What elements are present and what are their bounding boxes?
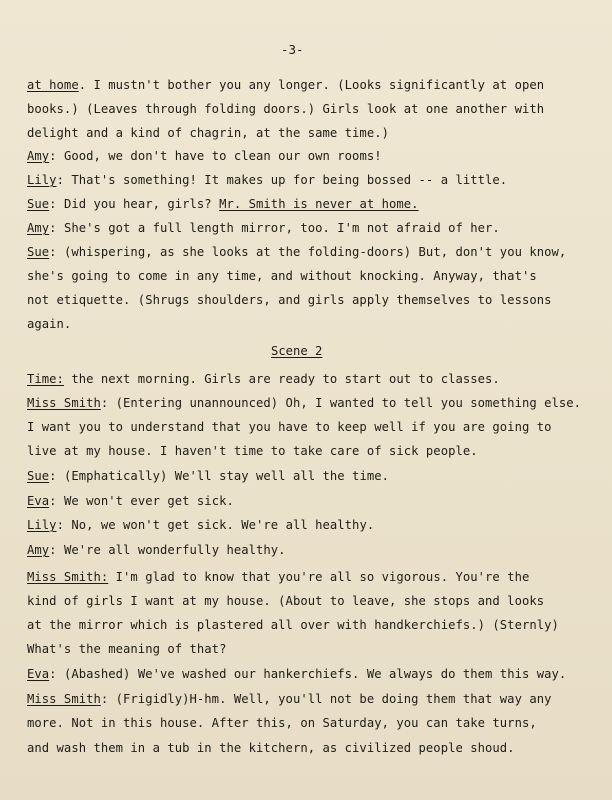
text-line [27,642,226,657]
dialogue-line [27,692,552,707]
line-text: the next morning. Girls are ready to start out to classes. [63,372,500,386]
line-text: not etiquette. (Shrugs shoulders, and girls apply themselves to lessons [27,293,552,307]
line-text: kind of girls I want at my house. (About to leave, she stops and looks [27,594,545,608]
line-text: more. Not in this house. After this, on Saturday, you can take turns, [27,716,537,730]
line-text: again. [27,317,72,331]
dialogue-line [27,667,566,682]
dialogue-line [27,518,374,533]
text-line [27,716,537,731]
speaker-name: Amy [27,149,50,163]
speaker-name: Sue [27,197,50,211]
line-text: : We're all wonderfully healthy. [49,543,286,557]
dialogue-line [27,469,389,484]
text-line [27,293,552,308]
speaker-name: Sue [27,245,50,259]
line-text: . I mustn't bother you any longer. (Looks significantly at open [78,78,545,92]
text-line [27,594,544,609]
line-text: : Did you hear, girls? [49,197,220,211]
speaker-name: Amy [27,221,50,235]
dialogue-line [27,221,500,236]
text-line [27,126,389,141]
line-text: : (Frigidly)H-hm. Well, you'll not be doing them that way any [100,692,552,706]
speaker-name: Amy [27,543,50,557]
speaker-name: Miss Smith: [27,570,109,584]
text-line [27,317,71,332]
speaker-name: Lily [27,173,57,187]
dialogue-line [27,494,234,509]
dialogue-line [27,543,286,558]
line-text: I'm glad to know that you're all so vigorous. You're the [108,570,530,584]
text-line [27,741,515,756]
dialogue-line [27,173,507,188]
text-line [27,102,544,117]
line-text: : She's got a full length mirror, too. I'm not afraid of her. [49,221,500,235]
speaker-name: Sue [27,469,50,483]
line-text: at the mirror which is plastered all over with handkerchiefs.) (Sternly) [27,618,559,632]
line-text: books.) (Leaves through folding doors.) Girls look at one another with [27,102,545,116]
dialogue-line [27,197,419,212]
speaker-name: Eva [27,667,50,681]
dialogue-line [27,245,566,260]
underlined-phrase: Mr. Smith is never at home. [219,197,419,211]
line-text: : (Entering unannounced) Oh, I wanted to tell you something else. [100,396,582,410]
line-text: I want you to understand that you have to keep well if you are going to [27,420,552,434]
text-line [27,269,537,284]
dialogue-line [27,372,500,387]
scene-heading: Scene 2 [271,344,323,358]
line-text: : No, we won't get sick. We're all healthy. [56,518,375,532]
line-text: : Good, we don't have to clean our own rooms! [49,149,382,163]
page-number: -3- [281,42,304,57]
line-text: live at my house. I haven't time to take care of sick people. [27,444,478,458]
line-text: she's going to come in any time, and without knocking. Anyway, that's [27,269,537,283]
line-text: delight and a kind of chagrin, at the same time.) [27,126,389,140]
line-text: : That's something! It makes up for being bossed -- a little. [56,173,508,187]
dialogue-line [27,396,581,411]
text-line [27,444,478,459]
dialogue-line [27,149,382,164]
speaker-name: Time: [27,372,64,386]
speaker-name: Miss Smith [27,692,101,706]
text-line [27,420,552,435]
speaker-name: Lily [27,518,57,532]
line-text: : We won't ever get sick. [49,494,234,508]
speaker-name: Eva [27,494,50,508]
line-text: : (whispering, as she looks at the folding-doors) But, don't you know, [49,245,567,259]
line-text: What's the meaning of that? [27,642,227,656]
text-line [27,618,559,633]
line-text: and wash them in a tub in the kitchern, as civilized people shoud. [27,741,515,755]
dialogue-line [27,570,529,585]
line-text: : (Abashed) We've washed our hankerchiefs. We always do them this way. [49,667,567,681]
text-line [27,78,544,93]
line-text: : (Emphatically) We'll stay well all the time. [49,469,389,483]
underlined-phrase: at home [27,78,79,92]
speaker-name: Miss Smith [27,396,101,410]
